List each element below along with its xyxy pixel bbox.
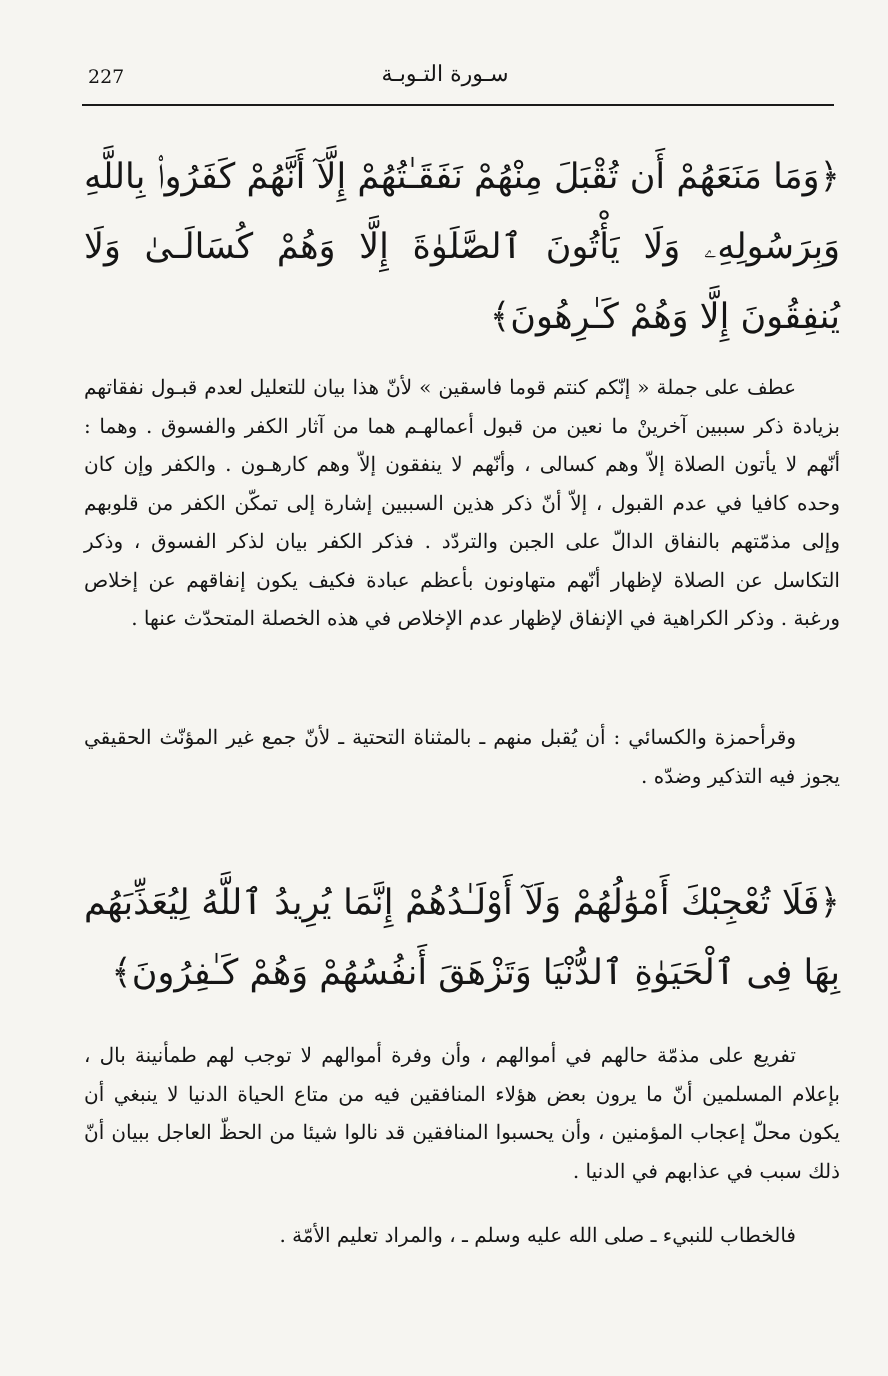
commentary-paragraph-2: وقرأحمزة والكسائي : أن يُقبل منهم ـ بالمثناة التحتية ـ لأنّ جمع غير المؤنّث الحقيقي يجوز فيه التذكير وضدّه .	[84, 725, 840, 788]
commentary-paragraph-1: عطف على جملة « إنّكم كنتم قوما فاسقين » لأنّ هذا بيان للتعليل لعدم قبـول نفقاتهم بزيادة ذكر سببين آخرينْ ما نعين من قبول أعمالهـم هما من آثار الكفر والفسوق . وهما : أنّهم لا يأتون الصلاة إلاّ وهم كسالى ، وأنّهم لا ينفقون إلاّ وهم كارهـون . والكفر وإن كان وحده كافيا في عدم القبول ، إلاّ أنّ ذكر هذين السببين إشارة إلى تمكّن الكفر من قلوبهم وإلى مذمّتهم بالنفاق الدالّ على الجبن والتردّد . فذكر الكفر بيان لذكر الفسوق ، وذكر التكاسل عن الصلاة لإظهار أنّهم متهاونون بأعظم عبادة فكيف يكون إنفاقهم عن إخلاص ورغبة . وذكر الكراهية في الإنفاق لإظهار عدم الإخلاص في هذه الخصلة المتحدّث عنها .	[84, 375, 840, 630]
quran-verse-1: ﴿وَمَا مَنَعَهُمْ أَن تُقْبَلَ مِنْهُمْ نَفَقَـٰتُهُمْ إِلَّآ أَنَّهُمْ كَفَرُوا۟ بِاللَّهِ وَبِرَسُولِهِۦ وَلَا يَأْتُونَ ٱلصَّلَوٰةَ إِلَّا وَهُمْ كُسَالَـىٰ وَلَا يُنفِقُونَ إِلَّا وَهُمْ كَـٰرِهُونَ﴾	[84, 157, 840, 337]
header-divider	[82, 104, 834, 106]
commentary-paragraph-4: فالخطاب للنبيء ـ صلى الله عليه وسلم ـ ، والمراد تعليم الأمّة .	[279, 1223, 796, 1247]
page-number: 227	[88, 66, 125, 88]
commentary-paragraph-3: تفريع على مذمّة حالهم في أموالهم ، وأن وفرة أموالهم لا توجب لهم طمأنينة بال ، بإعلام المسلمين أنّ ما يرون بعض هؤلاء المنافقين فيه من متاع الحياة الدنيا لا ينبغي أن يكون محلّ إعجاب المؤمنين ، وأن يحسبوا المنافقين قد نالوا شيئا من الحظّ العاجل ببيان أنّ ذلك سبب في عذابهم في الدنيا .	[84, 1043, 840, 1183]
quran-verse-2: ﴿فَلَا تُعْجِبْكَ أَمْوَٰلُهُمْ وَلَآ أَوْلَـٰدُهُمْ إِنَّمَا يُرِيدُ ٱللَّهُ لِيُعَذِّبَهُم بِهَا فِى ٱلْحَيَوٰةِ ٱلدُّنْيَا وَتَزْهَقَ أَنفُسُهُمْ وَهُمْ كَـٰفِرُونَ﴾	[84, 883, 840, 993]
surah-title: سـورة التـوبـة	[381, 62, 509, 87]
